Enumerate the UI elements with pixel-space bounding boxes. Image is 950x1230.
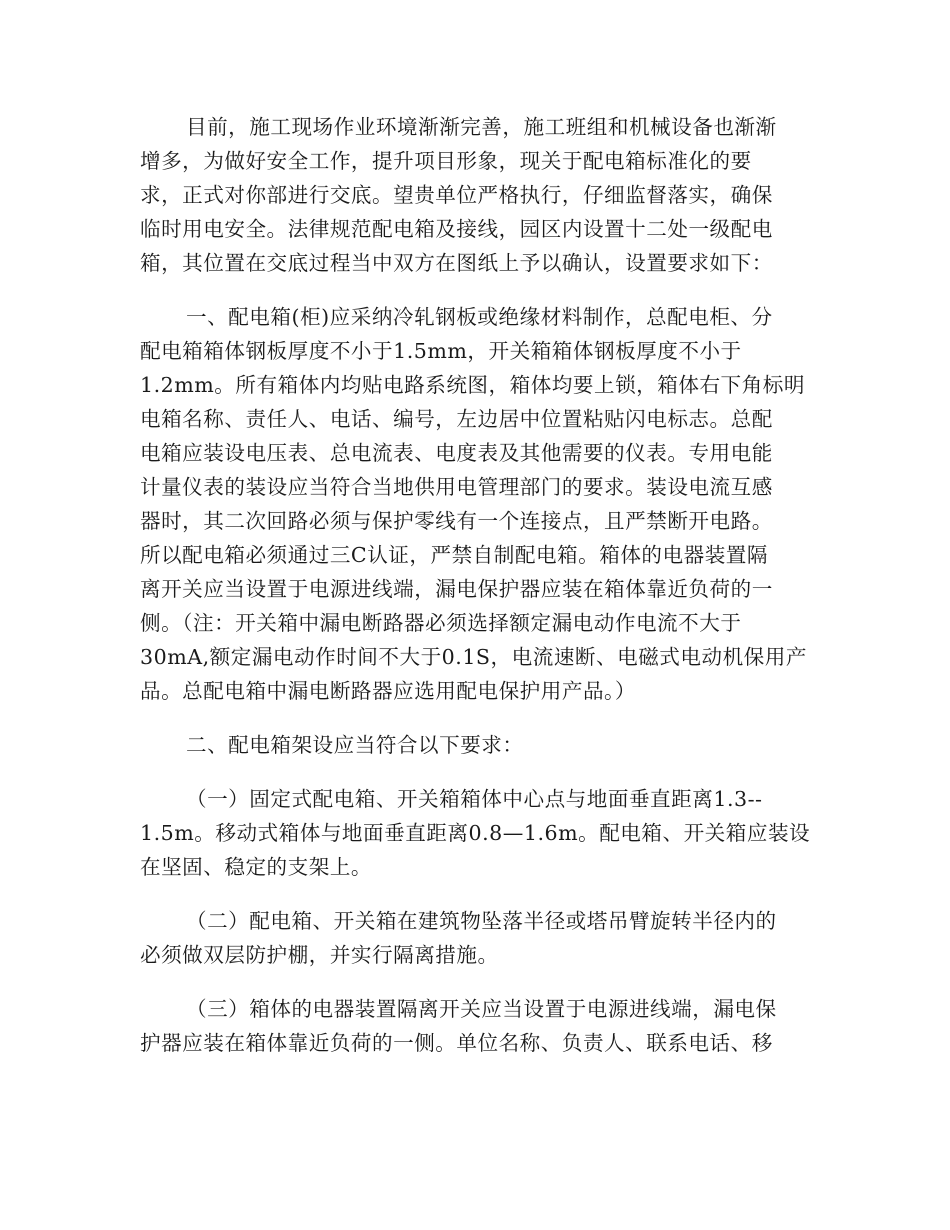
text-line: 增多，为做好安全工作，提升项目形象，现关于配电箱标准化的要 [140, 149, 752, 173]
text-line: （一）固定式配电箱、开关箱箱体中心点与地面垂直距离1.3-- [186, 787, 763, 811]
text-line: 配电箱箱体钢板厚度不小于1.5mm，开关箱箱体钢板厚度不小于 [140, 339, 742, 363]
text-line: 临时用电安全。法律规范配电箱及接线，园区内设置十二处一级配电 [140, 217, 773, 241]
section-two-heading [140, 728, 812, 762]
text-line: 侧。（注：开关箱中漏电断路器必须选择额定漏电动作电流不大于 [140, 611, 742, 635]
text-line: 电箱应装设电压表、总电流表、电度表及其他需要的仪表。专用电能 [140, 441, 773, 465]
text-line: 品。总配电箱中漏电断路器应选用配电保护用产品。） [140, 679, 636, 703]
text-line: 必须做双层防护棚，并实行隔离措施。 [140, 943, 499, 967]
text-line: 30mA,额定漏电动作时间不大于0.1S，电流速断、电磁式电动机保用产 [140, 645, 807, 669]
text-line: 目前，施工现场作业环境渐渐完善，施工班组和机械设备也渐渐 [186, 115, 777, 139]
text-line: 1.2mm。所有箱体内均贴电路系统图，箱体均要上锁，箱体右下角标明 [140, 373, 805, 397]
item-three-paragraph [140, 992, 812, 1060]
text-line: （三）箱体的电器装置隔离开关应当设置于电源进线端，漏电保 [186, 997, 777, 1021]
intro-paragraph [140, 110, 812, 280]
item-one-paragraph [140, 782, 812, 884]
text-line: 在坚固、稳定的支架上。 [140, 855, 373, 879]
text-line: 箱，其位置在交底过程当中双方在图纸上予以确认，设置要求如下： [140, 251, 773, 275]
section-one-paragraph [140, 300, 812, 708]
text-line: 护器应装在箱体靠近负荷的一侧。单位名称、负责人、联系电话、移 [140, 1031, 773, 1055]
text-line: 求，正式对你部进行交底。望贵单位严格执行，仔细监督落实，确保 [140, 183, 773, 207]
text-line: 1.5m。移动式箱体与地面垂直距离0.8—1.6m。配电箱、开关箱应装设 [140, 821, 811, 845]
item-two-paragraph [140, 904, 812, 972]
text-line: 离开关应当设置于电源进线端，漏电保护器应装在箱体靠近负荷的一 [140, 577, 773, 601]
text-line: 一、配电箱(柜)应采纳冷轧钢板或绝缘材料制作，总配电柜、分 [186, 305, 773, 329]
text-line: 器时，其二次回路必须与保护零线有一个连接点，且严禁断开电路。 [140, 509, 773, 533]
text-line: 二、配电箱架设应当符合以下要求： [186, 733, 524, 757]
document-page [140, 110, 812, 1060]
text-line: 计量仪表的装设应当符合当地供用电管理部门的要求。装设电流互感 [140, 475, 773, 499]
text-line: 电箱名称、责任人、电话、编号，左边居中位置粘贴闪电标志。总配 [140, 407, 773, 431]
text-line: （二）配电箱、开关箱在建筑物坠落半径或塔吊臂旋转半径内的 [186, 909, 777, 933]
text-line: 所以配电箱必须通过三C认证，严禁自制配电箱。箱体的电器装置隔 [140, 543, 768, 567]
